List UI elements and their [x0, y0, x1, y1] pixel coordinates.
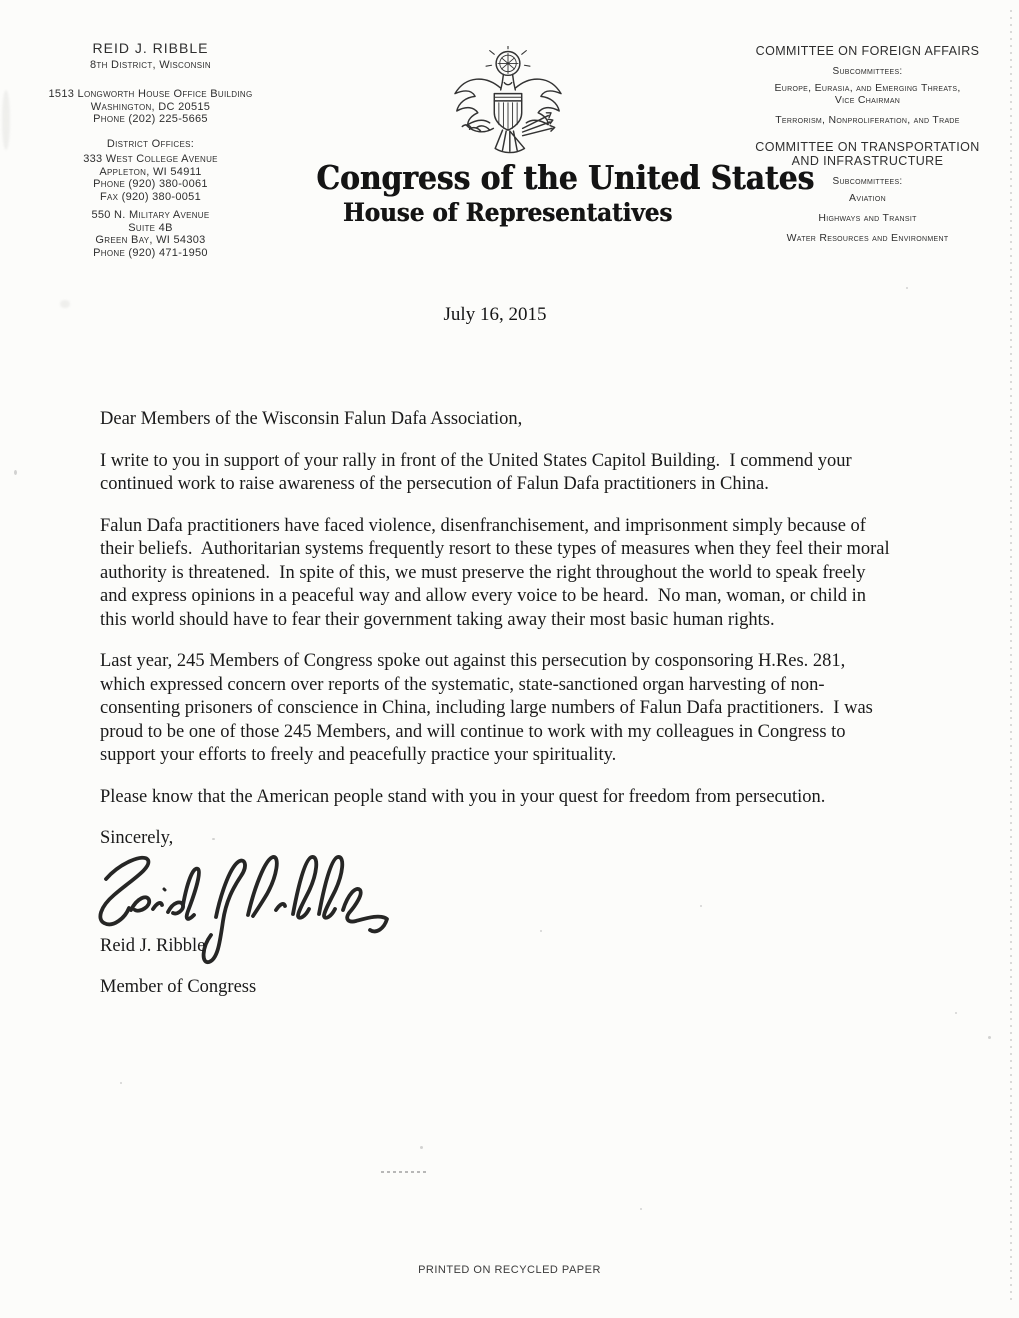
letterhead-committees-block: [720, 44, 1015, 244]
subcommittee-line: Highways and Transit: [818, 212, 917, 224]
committee-1: COMMITTEE ON FOREIGN AFFAIRS: [755, 44, 980, 58]
scan-speck: [988, 1036, 991, 1039]
subcommittee-line: Water Resources and Environment: [786, 232, 949, 244]
reid-ribble-signature-ink: [90, 841, 390, 981]
member-district: 8th District, Wisconsin: [90, 59, 211, 71]
scan-speck: [14, 470, 17, 475]
letter-body: [100, 390, 895, 1000]
scan-speck: [420, 1146, 423, 1149]
scan-speck: [700, 905, 702, 907]
scan-speck: [212, 838, 215, 840]
committee-2-line1: COMMITTEE ON TRANSPORTATION: [755, 140, 980, 154]
subcommittees-label: Subcommittees:: [832, 176, 903, 187]
masthead-title: Congress of the United States: [316, 158, 815, 197]
scan-blotch: [60, 300, 70, 308]
office2-line: Phone (920) 471-1950: [93, 246, 208, 259]
subcommittee-line: Vice Chairman: [834, 94, 901, 106]
member-name: REID J. RIBBLE: [92, 40, 209, 56]
scan-blotch: [2, 90, 10, 150]
scan-speck: [906, 287, 908, 289]
scan-speck: [948, 118, 951, 121]
letterhead-member-block: [28, 40, 273, 259]
district-offices-label: District Offices:: [106, 137, 195, 150]
scan-speck: [120, 1082, 122, 1084]
dc-office-line: Washington, DC 20515: [90, 100, 211, 113]
subcommittees-label: Subcommittees:: [832, 66, 903, 77]
signature-name: Reid J. Ribble: [100, 935, 206, 956]
letterhead-masthead: [295, 46, 815, 227]
office2-line: Green Bay, WI 54303: [95, 234, 206, 246]
paragraph: Falun Dafa practitioners have faced violence, disenfranchisement, and imprisonment simply because of their beliefs. Authoritarian systems frequently resort to these types of measures when they feel their moral authority is threatened. In spite of this, we must preserve the right throughout the world to speak freely and express opinions in a peaceful way and allow every voice to be heard. No man, woman, or child in this world should have to fear their government taking away their most basic human rights.: [100, 515, 895, 630]
office1-line: Appleton, WI 54911: [99, 165, 202, 178]
dc-office-line: 1513 Longworth House Office Building: [48, 88, 253, 100]
signature-title: Member of Congress: [100, 977, 257, 997]
subcommittee-line: Terrorism, Nonproliferation, and Trade: [775, 114, 960, 126]
office1-line: 333 West College Avenue: [83, 153, 218, 165]
office2-line: 550 N. Military Avenue: [91, 209, 210, 221]
closing: Sincerely,: [100, 828, 174, 848]
scan-dash-artifact: [381, 1171, 427, 1173]
signature-block: [100, 851, 892, 917]
committee-2-line2: AND INFRASTRUCTURE: [791, 154, 944, 168]
paragraph: Last year, 245 Members of Congress spoke out against this persecution by cosponsoring H.Res. 281, which expressed concern over reports of the systematic, state-sanctioned organ harvesting of non-consenting prisoners of conscience in China, including large numbers of Falun Dafa practitioners. I was proud to be one of those 245 Members, and will continue to work with my colleagues in Congress to support your efforts to freely and peacefully practice your spirituality.: [100, 651, 878, 765]
subcommittee-line: Europe, Eurasia, and Emerging Threats,: [774, 82, 961, 94]
office2-line: Suite 4B: [128, 221, 173, 234]
great-seal-eagle-icon: [444, 46, 572, 154]
subcommittee-line: Aviation: [849, 192, 886, 204]
masthead-subtitle: House of Representatives: [342, 198, 673, 227]
office1-line: Phone (920) 380-0061: [93, 178, 208, 190]
scan-speck: [540, 930, 542, 932]
letter-date: July 16, 2015: [443, 304, 547, 325]
office1-line: Fax (920) 380-0051: [99, 190, 202, 203]
dc-office-line: Phone (202) 225-5665: [93, 113, 208, 125]
paragraph: Please know that the American people stand with you in your quest for freedom from persecution.: [100, 786, 826, 807]
salutation: Dear Members of the Wisconsin Falun Dafa Association,: [100, 409, 523, 429]
scan-speck: [640, 1208, 642, 1210]
footer-recycled-note: PRINTED ON RECYCLED PAPER: [418, 1264, 601, 1276]
paragraph: I write to you in support of your rally in front of the United States Capitol Building. I commend your continued work to raise awareness of the persecution of Falun Dafa practitioners in China.: [100, 450, 857, 494]
scan-speck: [955, 1012, 957, 1014]
scan-edge-artifact: [1010, 10, 1012, 1300]
